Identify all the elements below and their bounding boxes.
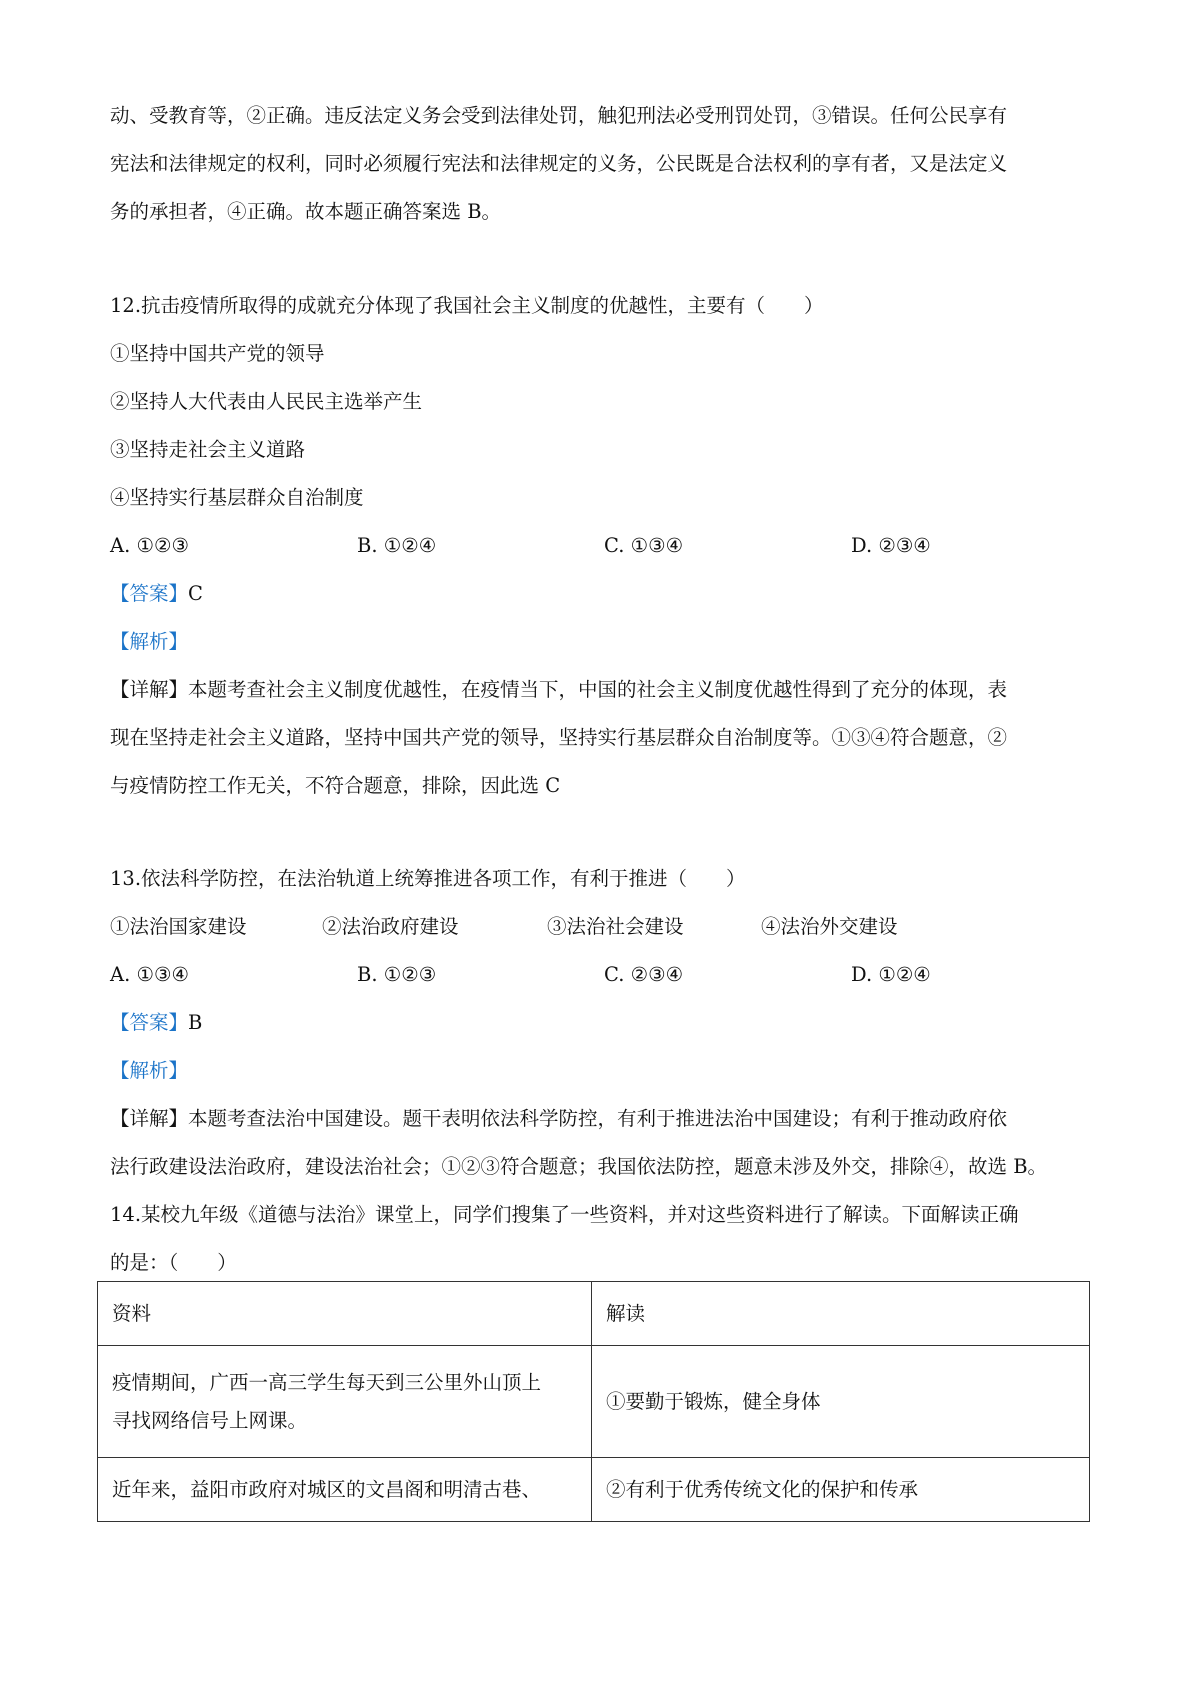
q13-detail-line-1 xyxy=(110,1109,1100,1129)
header-reading: 解读 xyxy=(592,1282,1090,1346)
q12-option-d: D. ②③④ xyxy=(851,534,931,557)
q14-stem-line-1: 14.某校九年级《道德与法治》课堂上，同学们搜集了一些资料，并对这些资料进行了解读。下面解读正确 xyxy=(110,1203,1019,1226)
answer-value: B xyxy=(188,1011,203,1034)
q12-item-4: ④坚持实行基层群众自治制度 xyxy=(110,486,364,509)
detail-tag: 【详解】 xyxy=(110,1107,189,1130)
table-header-row xyxy=(98,1282,1090,1346)
material-line-2: 寻找网络信号上网课。 xyxy=(112,1408,308,1432)
q13-analysis-tag: 【解析】 xyxy=(110,1059,189,1082)
q12-options xyxy=(110,536,1100,560)
q13-option-b: B. ①②③ xyxy=(357,963,437,986)
q12-item-2: ②坚持人大代表由人民民主选举产生 xyxy=(110,390,423,413)
detail-tag: 【详解】 xyxy=(110,678,189,701)
q12-option-c: C. ①③④ xyxy=(604,534,684,557)
q13-item-2: ②法治政府建设 xyxy=(322,915,459,938)
q12-detail-line-2: 现在坚持走社会主义道路，坚持中国共产党的领导，坚持实行基层群众自治制度等。①③④符合题意，② xyxy=(110,726,1008,749)
q13-option-d: D. ①②④ xyxy=(851,963,931,986)
q12-analysis-tag: 【解析】 xyxy=(110,630,189,653)
detail-text: 本题考查法治中国建设。题干表明依法科学防控，有利于推进法治中国建设；有利于推动政府依 xyxy=(188,1107,1008,1130)
q13-item-4: ④法治外交建设 xyxy=(761,915,898,938)
answer-tag: 【答案】 xyxy=(110,582,189,605)
q13-items xyxy=(110,917,1100,941)
q12-option-a: A. ①②③ xyxy=(110,534,189,557)
q14-materials-table xyxy=(97,1281,1090,1522)
answer-tag: 【答案】 xyxy=(110,1011,189,1034)
table-row xyxy=(98,1346,1090,1458)
prev-explanation-line-1: 动、受教育等，②正确。违反法定义务会受到法律处罚，触犯刑法必受刑罚处罚，③错误。任何公民享有 xyxy=(110,104,1008,127)
q12-stem: 12.抗击疫情所取得的成就充分体现了我国社会主义制度的优越性，主要有（ ） xyxy=(110,294,824,317)
q12-option-b: B. ①②④ xyxy=(357,534,437,557)
reading-cell: ①要勤于锻炼，健全身体 xyxy=(592,1346,1090,1458)
answer-value: C xyxy=(188,582,203,605)
q12-item-3: ③坚持走社会主义道路 xyxy=(110,438,306,461)
detail-text: 本题考查社会主义制度优越性，在疫情当下，中国的社会主义制度优越性得到了充分的体现，表 xyxy=(188,678,1008,701)
q12-answer xyxy=(110,584,1100,604)
q13-answer xyxy=(110,1013,1100,1033)
q13-stem: 13.依法科学防控，在法治轨道上统筹推进各项工作，有利于推进（ ） xyxy=(110,867,746,890)
prev-explanation-line-2: 宪法和法律规定的权利，同时必须履行宪法和法律规定的义务，公民既是合法权利的享有者，又是法定义 xyxy=(110,152,1008,175)
header-materials: 资料 xyxy=(98,1282,592,1346)
q13-option-c: C. ②③④ xyxy=(604,963,684,986)
q12-item-1: ①坚持中国共产党的领导 xyxy=(110,342,325,365)
q12-detail-line-3: 与疫情防控工作无关，不符合题意，排除，因此选 C xyxy=(110,774,561,797)
reading-cell: ②有利于优秀传统文化的保护和传承 xyxy=(592,1458,1090,1522)
material-line-1: 近年来，益阳市政府对城区的文昌阁和明清古巷、 xyxy=(112,1477,542,1501)
q12-detail-line-1 xyxy=(110,680,1100,700)
q13-detail-line-2: 法行政建设法治政府，建设法治社会；①②③符合题意；我国依法防控，题意未涉及外交，排除④，故选 B。 xyxy=(110,1155,1048,1178)
table-row xyxy=(98,1458,1090,1522)
material-cell xyxy=(98,1346,592,1458)
material-cell xyxy=(98,1458,592,1522)
prev-explanation-line-3: 务的承担者，④正确。故本题正确答案选 B。 xyxy=(110,200,502,223)
q13-options xyxy=(110,965,1100,989)
q13-item-1: ①法治国家建设 xyxy=(110,915,247,938)
q13-option-a: A. ①③④ xyxy=(110,963,189,986)
q13-item-3: ③法治社会建设 xyxy=(547,915,684,938)
q14-stem-line-2: 的是：（ ） xyxy=(110,1251,237,1274)
material-line-1: 疫情期间，广西一高三学生每天到三公里外山顶上 xyxy=(112,1370,542,1394)
